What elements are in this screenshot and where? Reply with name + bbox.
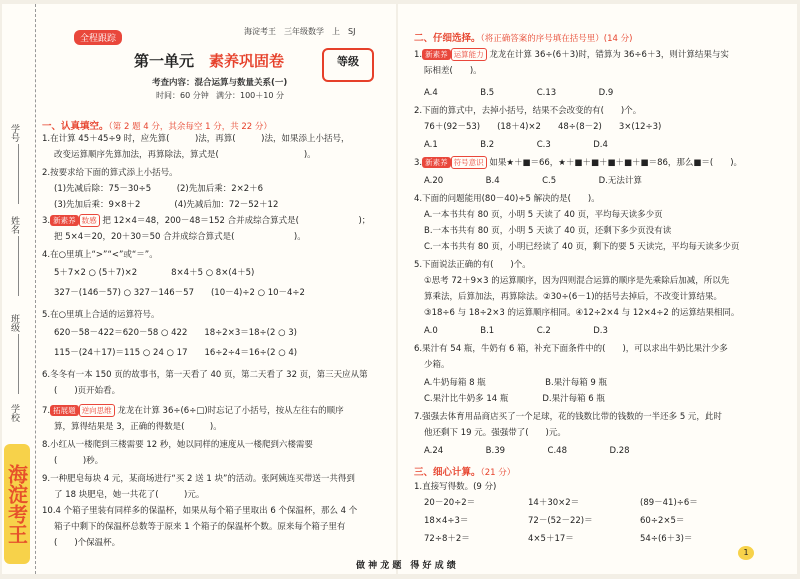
school-label: 学校	[9, 404, 19, 422]
r-q6-options-cd[interactable]: C.果汁比牛奶多 14 瓶 D.果汁每箱 6 瓶	[424, 394, 605, 404]
score-label: 满分：100＋10 分	[216, 91, 284, 100]
q4-row-1: 5＋7×2 ○ (5＋7)×2 8×4＋5 ○ 8×(4＋5)	[54, 268, 255, 278]
r-q5-s1: ①思考 72＋9×3 的运算顺序，因为四则混合运算的顺序是先乘除后加减，所以先	[424, 276, 730, 286]
calc-item-7[interactable]: 72÷8＋2＝	[424, 534, 470, 544]
time-label: 时间：60 分钟	[156, 91, 209, 100]
number-sense-tag: 数感	[79, 214, 100, 227]
unit-subtitle: 素养巩固卷	[209, 52, 285, 70]
q8-line-2: ( )秒。	[54, 456, 104, 466]
q1-line-2: 改变运算顺序先算加法，再算除法，算式是( )。	[54, 150, 316, 160]
unit-title: 第一单元	[134, 52, 195, 70]
q3-line-1: 3. 新素养 数感 把 12×4＝48，200－48＝152 合并成综合算式是( )；	[42, 216, 371, 226]
q5-row-1: 620－58－422＝620－58 ○ 422 18÷2×3＝18÷(2 ○ 3)	[54, 328, 297, 338]
new-literacy-tag: 新素养	[50, 215, 79, 226]
q8-line-1: 8.小红从一楼爬到三楼需要 12 秒，她以同样的速度从一楼爬到六楼需要	[42, 440, 313, 450]
r-q5-s3: ③18÷6 与 18÷2×3 的运算顺序相同。④12÷2×4 与 12×4÷2 的运算结果相同。	[424, 308, 740, 318]
q10-line-2: 箱子中剩下的保温杯总数等于原来 1 个箱子的保温杯个数。原来每个箱子里有	[54, 522, 346, 532]
r-q7-line-2: 他还剩下 19 元。强强带了( )元。	[424, 428, 566, 438]
q10-line-1: 10.4 个箱子里装有同样多的保温杯，如果从每个箱子里取出 6 个保温杯，那么 4 个	[42, 506, 358, 516]
student-id-line[interactable]	[18, 144, 19, 204]
right-page	[398, 4, 797, 574]
q3-line-2: 把 5×4＝20，20＋30＝50 合并成综合算式是( )。	[54, 232, 306, 242]
r-q3-text: 3. 新素养 符号意识 如果★＋■＝66，★＋■＋■＋■＋■＋■＝86，那么■＝( )。	[414, 158, 743, 168]
grade-label: 等级	[337, 55, 359, 68]
q2-items-b: (3)先加后乘：9×8＋2 (4)先减后加：72－52＋12	[54, 200, 279, 210]
r-q2-text: 2.下面的算式中，去掉小括号，结果不会改变的有( )个。	[414, 106, 642, 116]
calc-item-4[interactable]: 18×4÷3＝	[424, 516, 469, 526]
section-1-heading: 一、认真填空。（第 2 题 4 分，其余每空 1 分，共 22 分）	[42, 121, 272, 132]
r-q2-options[interactable]: A.1 B.2 C.3 D.4	[424, 140, 608, 150]
student-id-label: 学号	[9, 124, 19, 142]
r-q4-text: 4.下面的问题能用(80－40)÷5 解决的是( )。	[414, 194, 600, 204]
calc-title: 1.直接写得数。(9 分)	[414, 482, 497, 492]
q2-text: 2.按要求给下面的算式添上小括号。	[42, 168, 178, 178]
challenge-tag: 拓展题	[50, 405, 79, 416]
q1-line-1: 1.在计算 45＋45÷9 时，应先算( )法，再算( )法，如果添上小括号，	[42, 134, 350, 144]
q4-row-2: 327－(146－57) ○ 327－146－57 (10－4)÷2 ○ 10－4÷2	[54, 288, 305, 298]
q7-line-2: 算，算得结果是 3，正确的得数是( )。	[54, 422, 222, 432]
r-q4-option-b[interactable]: B.一本书共有 80 页，小明 5 天读了 40 页，还剩下多少页没有读	[424, 226, 672, 236]
r-q6-options-ab[interactable]: A.牛奶每箱 8 瓶 B.果汁每箱 9 瓶	[424, 378, 608, 388]
symbol-sense-tag: 符号意识	[451, 156, 487, 169]
grade-box[interactable]	[322, 48, 374, 82]
calc-item-3[interactable]: (89－41)÷6＝	[640, 498, 698, 508]
tracking-badge: 全程跟踪	[74, 30, 122, 45]
q2-items-a: (1)先减后除：75－30÷5 (2)先加后乘：2×2＋6	[54, 184, 264, 194]
new-literacy-tag-3: 新素养	[422, 157, 451, 168]
q9-line-2: 了 18 块肥皂，她一共花了( )元。	[54, 490, 205, 500]
r-q7-options[interactable]: A.24 B.39 C.48 D.28	[424, 446, 630, 456]
series-label: 海淀考王 三年级数学 上 SJ	[244, 27, 356, 36]
q5-text: 5.在○里填上合适的运算符号。	[42, 310, 160, 320]
section-2-heading: 二、仔细选择。（将正确答案的序号填在括号里）(14 分)	[414, 33, 633, 44]
calc-item-1[interactable]: 20－20÷2＝	[424, 498, 476, 508]
page-number: 1	[738, 546, 754, 560]
section-3-heading: 三、细心计算。（21 分）	[414, 467, 516, 478]
r-q1-line-1: 1. 新素养 运算能力 龙龙在计算 36÷(6＋3)时，错算为 36÷6＋3，则计算结果与实	[414, 50, 729, 60]
calc-item-9[interactable]: 54÷(6＋3)＝	[640, 534, 693, 544]
name-label: 姓名	[9, 216, 19, 234]
calc-item-6[interactable]: 60÷2×5＝	[640, 516, 685, 526]
q6-line-2: ( )页开始看。	[54, 386, 121, 396]
class-line[interactable]	[18, 334, 19, 394]
r-q5-text: 5.下面说法正确的有( )个。	[414, 260, 531, 270]
content-scope: 考查内容：混合运算与数量关系(一)	[152, 78, 288, 88]
r-q3-options[interactable]: A.20 B.4 C.5 D.无法计算	[424, 176, 642, 186]
r-q5-s2: 算乘法，后算加法，再算除法。②30÷(6－1)的括号去掉后，不改变计算结果。	[424, 292, 723, 302]
reverse-thinking-tag: 逆向思维	[79, 404, 115, 417]
calc-item-5[interactable]: 72－(52－22)＝	[528, 516, 593, 526]
r-q4-option-a[interactable]: A.一本书共有 80 页，小明 5 天读了 40 页，平均每天读多少页	[424, 210, 663, 220]
r-q6-line-2: 少箱。	[424, 360, 450, 370]
operation-skill-tag: 运算能力	[451, 48, 487, 61]
calc-item-2[interactable]: 14＋30×2＝	[528, 498, 580, 508]
q9-line-1: 9.一种肥皂每块 4 元，某商场进行“买 2 送 1 块”的活动。张阿姨连买带送一共得到	[42, 474, 355, 484]
r-q5-options[interactable]: A.0 B.1 C.2 D.3	[424, 326, 608, 336]
binding-gutter	[2, 4, 36, 574]
footer-motto: 做 神 龙 题 得 好 成 绩	[356, 561, 456, 571]
r-q1-line-2: 际相差( )。	[424, 66, 482, 76]
q5-row-2: 115－(24＋17)＝115 ○ 24 ○ 17 16÷2÷4＝16÷(2 ○ 4)	[54, 348, 298, 358]
q4-text: 4.在○里填上“>”“<”或“＝”。	[42, 250, 158, 260]
class-label: 班级	[9, 314, 19, 332]
calc-item-8[interactable]: 4×5＋17＝	[528, 534, 574, 544]
left-page	[2, 4, 396, 574]
r-q7-line-1: 7.强强去体育用品商店买了一个足球，花的钱数比带的钱数的一半还多 5 元，此时	[414, 412, 722, 422]
page-title	[134, 50, 284, 71]
name-line[interactable]	[18, 236, 19, 296]
r-q2-exprs: 76＋(92－53) (18＋4)×2 48÷(8－2) 3×(12÷3)	[424, 122, 662, 132]
r-q4-option-c[interactable]: C.一本书共有 80 页，小明已经读了 40 页，剩下的要 5 天读完，平均每天读多少页	[424, 242, 740, 252]
new-literacy-tag-2: 新素养	[422, 49, 451, 60]
r-q1-options[interactable]: A.4 B.5 C.13 D.9	[424, 88, 614, 98]
r-q6-line-1: 6.果汁有 54 瓶，牛奶有 6 箱，补充下面条件中的( )，可以求出牛奶比果汁少多	[414, 344, 728, 354]
q7-line-1: 7. 拓展题 逆向思维 龙龙在计算 36÷(6÷□)时忘记了小括号，按从左往右的顺序	[42, 406, 344, 416]
brand-logo: 海淀考王	[4, 444, 30, 564]
q6-line-1: 6.冬冬有一本 150 页的故事书，第一天看了 40 页，第二天看了 32 页，第三天应从第	[42, 370, 368, 380]
q10-line-3: ( )个保温杯。	[54, 538, 121, 548]
